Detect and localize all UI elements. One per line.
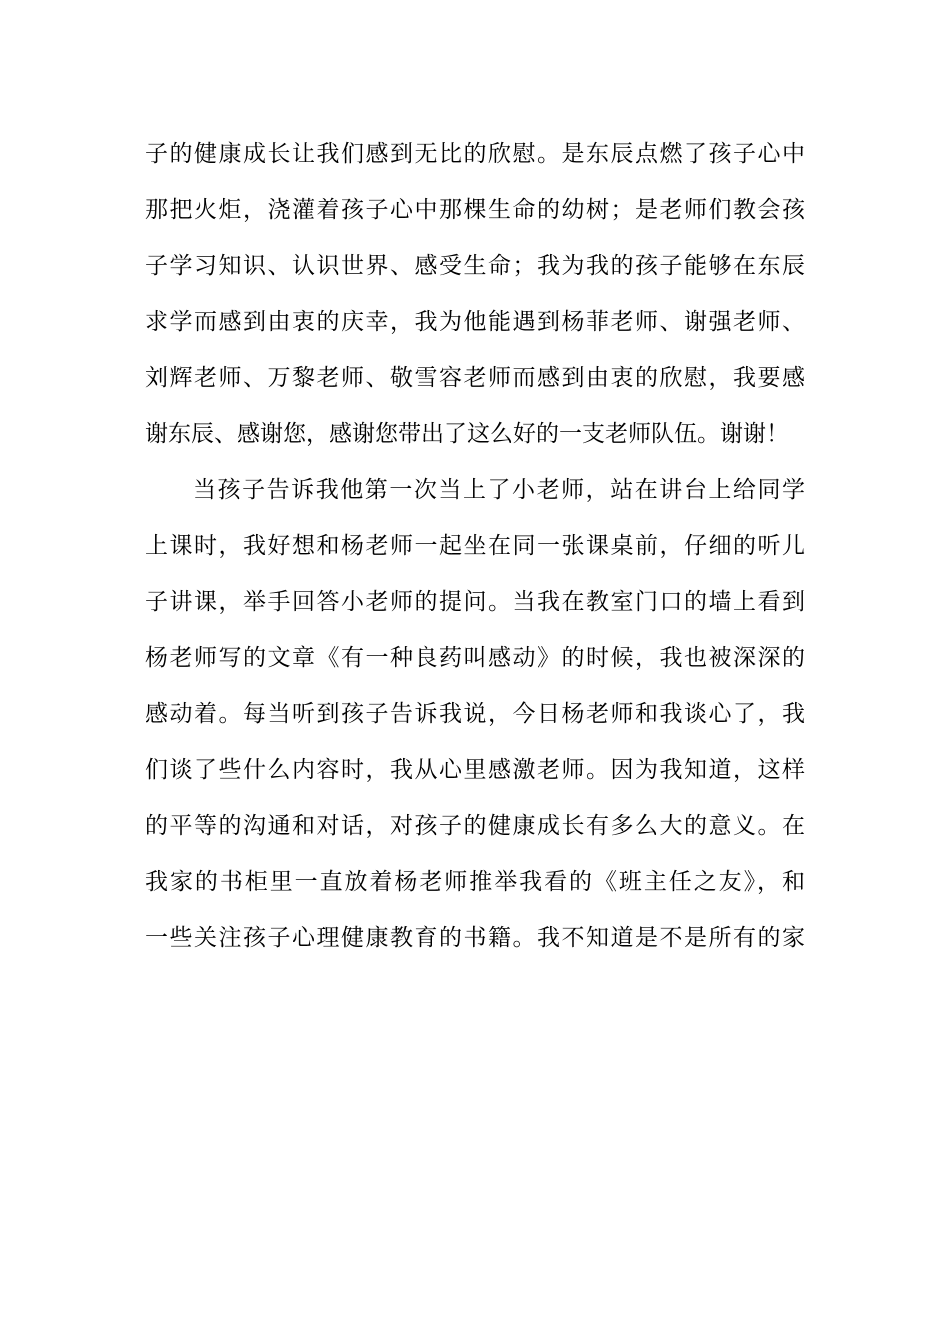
text-line-2: 那把火炬，浇灌着孩子心中那棵生命的幼树；是老师们教会孩 xyxy=(145,197,805,223)
text-line-12: 们谈了些什么内容时，我从心里感激老师。因为我知道，这样 xyxy=(145,757,805,783)
text-line-5: 刘辉老师、万黎老师、敬雪容老师而感到由衷的欣慰，我要感 xyxy=(145,365,805,391)
text-line-7: 当孩子告诉我他第一次当上了小老师，站在讲台上给同学 xyxy=(193,477,805,503)
text-line-10: 杨老师写的文章《有一种良药叫感动》的时候，我也被深深的 xyxy=(145,645,805,671)
text-line-3: 子学习知识、认识世界、感受生命；我为我的孩子能够在东辰 xyxy=(145,253,805,279)
text-line-6: 谢东辰、感谢您，感谢您带出了这么好的一支老师队伍。谢谢！ xyxy=(145,421,789,447)
body-text xyxy=(145,130,805,970)
text-line-1: 子的健康成长让我们感到无比的欣慰。是东辰点燃了孩子心中 xyxy=(145,141,805,167)
text-line-14: 我家的书柜里一直放着杨老师推举我看的《班主任之友》，和 xyxy=(145,869,805,895)
text-line-4: 求学而感到由衷的庆幸，我为他能遇到杨菲老师、谢强老师、 xyxy=(145,309,805,335)
text-line-13: 的平等的沟通和对话，对孩子的健康成长有多么大的意义。在 xyxy=(145,813,805,839)
text-line-9: 子讲课，举手回答小老师的提问。当我在教室门口的墙上看到 xyxy=(145,589,805,615)
text-line-11: 感动着。每当听到孩子告诉我说，今日杨老师和我谈心了，我 xyxy=(145,701,805,727)
text-line-8: 上课时，我好想和杨老师一起坐在同一张课桌前，仔细的听儿 xyxy=(145,533,805,559)
text-line-15: 一些关注孩子心理健康教育的书籍。我不知道是不是所有的家 xyxy=(145,925,805,951)
